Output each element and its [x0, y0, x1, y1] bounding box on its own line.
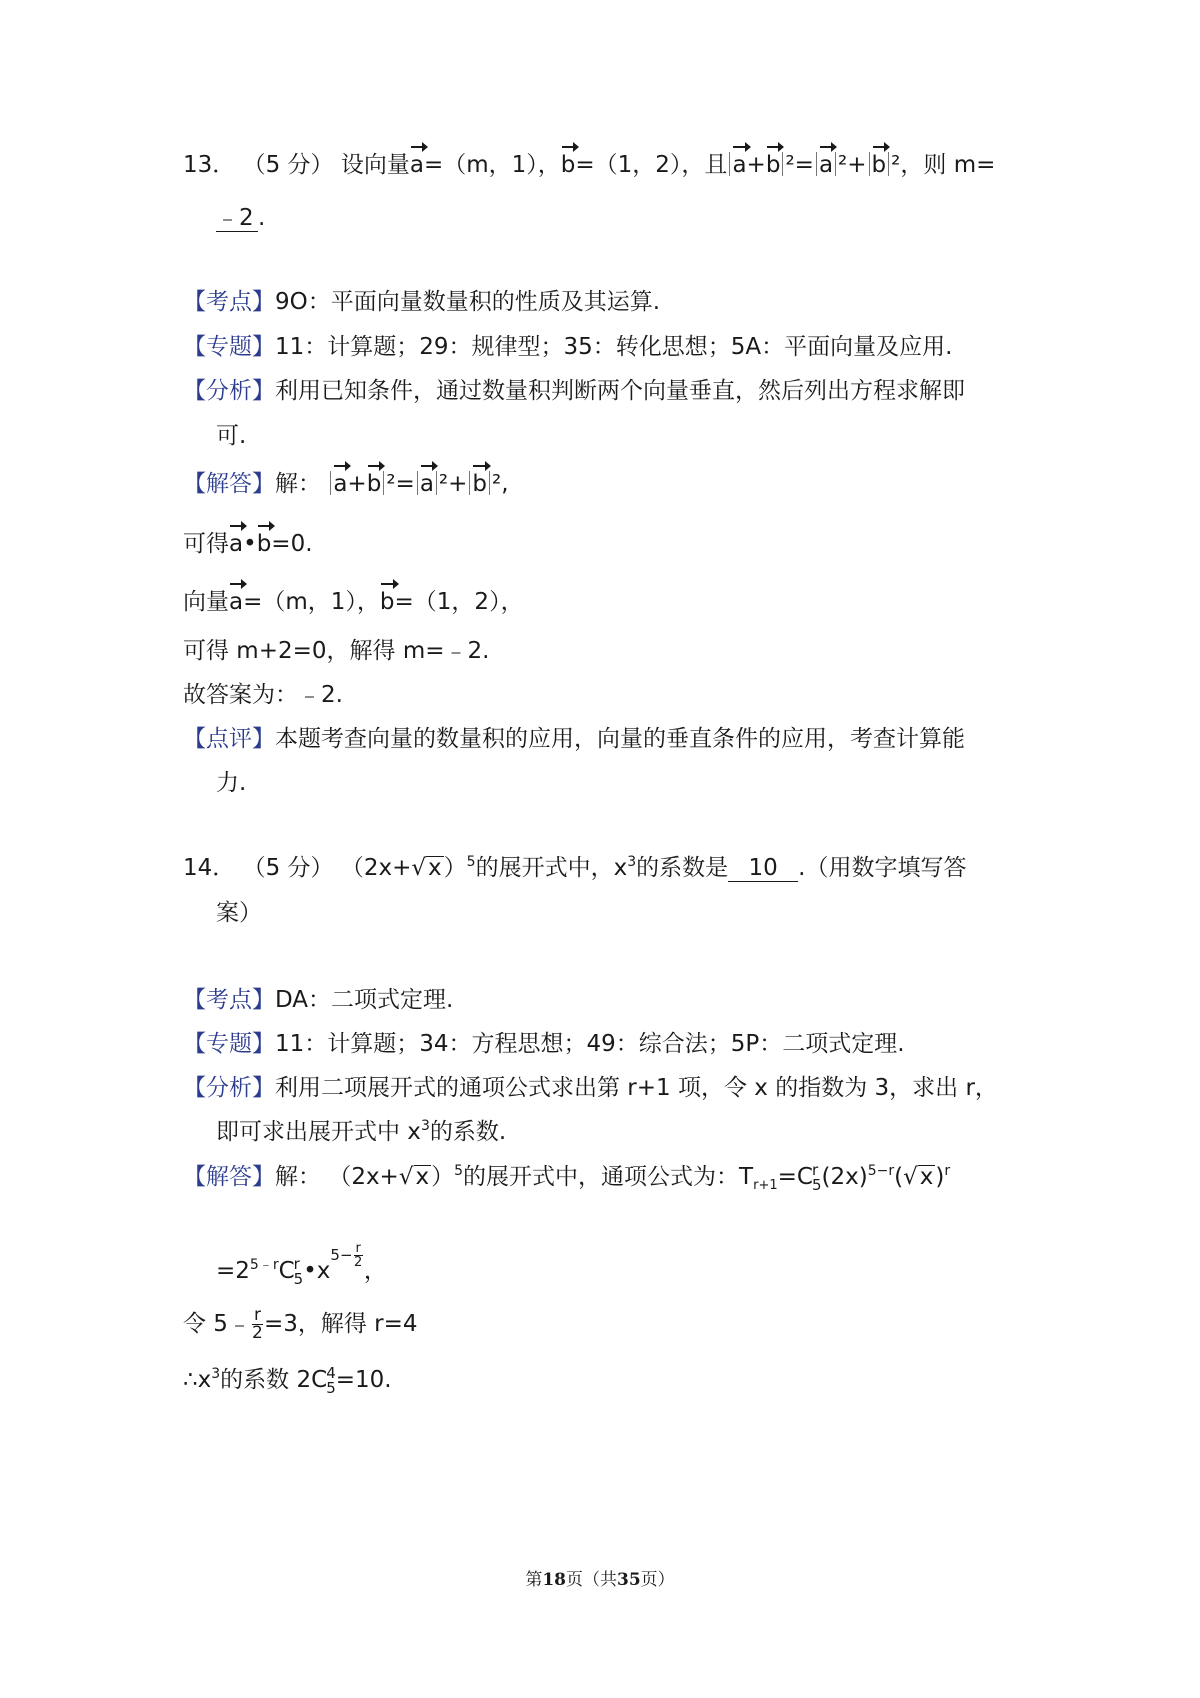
fenxi-13-cont: 可. [216, 423, 247, 449]
fenxi-14: 【分析】利用二项展开式的通项公式求出第 r+1 项，令 x 的指数为 3，求出 r， [183, 1075, 998, 1101]
kaodian-tag: 【考点】 [183, 987, 275, 1013]
dianping-tag: 【点评】 [183, 726, 275, 752]
fenxi-tag: 【分析】 [183, 1075, 275, 1101]
kaodian-tag: 【考点】 [183, 289, 275, 315]
zhuanti-tag: 【专题】 [183, 1031, 275, 1057]
zhuanti-14: 【专题】11：计算题；34：方程思想；49：综合法；5P：二项式定理. [183, 1031, 905, 1057]
vector-b: b [560, 152, 576, 178]
kaodian-14: 【考点】DA：二项式定理. [183, 987, 454, 1013]
jieda-13-line2: 可得a•b=0. [183, 531, 313, 557]
page-total: 35 [617, 1570, 641, 1590]
question-14-cont: 案） [216, 900, 262, 926]
jieda-13-line3: 向量a=（m，1），b=（1，2）， [183, 589, 524, 615]
question-13: 13． （5 分） 设向量a=（m，1），b=（1，2），且 a+b ²= a ²+ b ²，则 m= [183, 152, 996, 178]
fenxi-tag: 【分析】 [183, 378, 275, 404]
question-14: 14． （5 分） $(2x+√x)^5$的展开式中，$x^3$的系数是 10 .（用数字填写答 [183, 854, 967, 881]
fenxi-13: 【分析】利用已知条件，通过数量积判断两个向量垂直，然后列出方程求解即 [183, 378, 965, 404]
question-number: 13． [183, 152, 236, 178]
answer-blank: 10 [728, 855, 798, 882]
question-score: （5 分） [242, 855, 334, 881]
exponent-5-minus-r-over-2: 5 − $\frac{r}{2}$ [330, 1240, 363, 1270]
page-number: 18 [542, 1570, 566, 1590]
question-score: （5 分） [242, 152, 334, 178]
fenxi-14-cont: 即可求出展开式中 $x^3$的系数. [216, 1118, 507, 1145]
kaodian-13: 【考点】9O：平面向量数量积的性质及其运算. [183, 289, 661, 315]
dianping-13: 【点评】本题考查向量的数量积的应用，向量的垂直条件的应用，考查计算能 [183, 726, 965, 752]
jieda-13-line5: 故答案为：﹣2. [183, 682, 343, 708]
jieda-13: 【解答】解： a+b ²= a ²+ b ², [183, 471, 509, 497]
question-13-answer-line: ﹣2 . [216, 205, 266, 231]
jieda-14-line4: $\therefore x^3$的系数 2C 4 5 =10. [183, 1363, 392, 1397]
jieda-tag: 【解答】 [183, 1164, 275, 1190]
binom-c5r: r 5 [811, 1160, 822, 1194]
jieda-14: 【解答】解： $(2x+√x)^5$的展开式中，通项公式为：$T_{r+1}=C$ r 5 $(2x)^{5-r}(√x)^r$ [183, 1160, 951, 1194]
jieda-13-line4: 可得 m+2=0，解得 m=﹣2. [183, 638, 490, 664]
jieda-14-line3: 令 5﹣ $\frac{r}{2}$ =3，解得 r=4 [183, 1305, 418, 1343]
answer-blank: ﹣2 [216, 205, 258, 232]
question-number: 14． [183, 855, 236, 881]
abs-bar [729, 152, 730, 176]
jieda-tag: 【解答】 [183, 471, 275, 497]
fraction-r-over-2: $\frac{r}{2}$ [252, 1305, 263, 1343]
sqrt-x: √x [411, 855, 442, 881]
zhuanti-tag: 【专题】 [183, 334, 275, 360]
binom-c54: 4 5 [326, 1363, 336, 1397]
dianping-13-cont: 力. [216, 770, 247, 796]
page-footer: 第18页（共35页） [525, 1570, 675, 1590]
zhuanti-13: 【专题】11：计算题；29：规律型；35：转化思想；5A：平面向量及应用. [183, 334, 953, 360]
vector-a: a [409, 152, 424, 178]
jieda-14-line2: $=2^{5﹣r}C$ r 5 •x 5 − $\frac{r}{2}$ ， [216, 1240, 387, 1288]
